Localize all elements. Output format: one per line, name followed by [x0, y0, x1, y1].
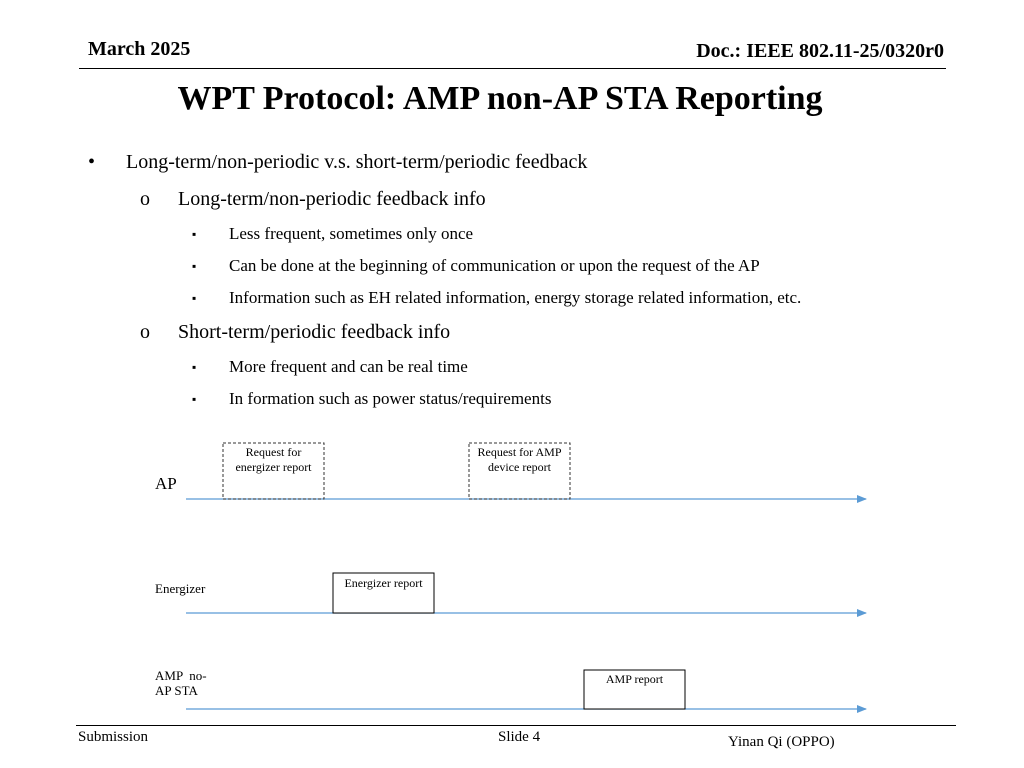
header-doc-number: Doc.: IEEE 802.11-25/0320r0	[696, 40, 944, 62]
footer-slide-number: Slide 4	[498, 729, 541, 745]
footer-submission: Submission	[78, 729, 149, 745]
sub-bullet-marker: o	[140, 321, 150, 343]
request-energizer-label-2: energizer report	[235, 460, 312, 474]
item-marker: ▪	[192, 392, 197, 406]
item-marker: ▪	[192, 291, 197, 305]
bullet-main: Long-term/non-periodic v.s. short-term/periodic feedback	[126, 151, 588, 173]
lane-label-energizer: Energizer	[155, 581, 206, 596]
sub-bullet-short-term: Short-term/periodic feedback info	[178, 321, 451, 343]
header-date: March 2025	[88, 38, 191, 60]
item-long-term-3: Information such as EH related information, energy storage related information, etc.	[229, 288, 802, 307]
item-marker: ▪	[192, 259, 197, 273]
item-marker: ▪	[192, 227, 197, 241]
request-energizer-label-1: Request for	[245, 445, 302, 459]
item-short-term-2: In formation such as power status/requirements	[229, 389, 552, 408]
amp-report-label: AMP report	[605, 672, 664, 686]
request-amp-label-1: Request for AMP	[477, 445, 562, 459]
sub-bullet-marker: o	[140, 188, 150, 210]
request-amp-label-2: device report	[488, 460, 551, 474]
bullet-marker: •	[88, 151, 96, 173]
item-long-term-2: Can be done at the beginning of communication or upon the request of the AP	[229, 256, 760, 275]
item-marker: ▪	[192, 360, 197, 374]
item-long-term-1: Less frequent, sometimes only once	[229, 224, 474, 243]
footer-author: Yinan Qi (OPPO)	[728, 734, 835, 750]
slide-title: WPT Protocol: AMP non-AP STA Reporting	[177, 80, 823, 117]
lane-label-ap: AP	[155, 474, 177, 493]
footer-divider	[76, 725, 956, 726]
lane-label-amp-line2: AP STA	[155, 683, 198, 698]
sub-bullet-long-term: Long-term/non-periodic feedback info	[178, 188, 486, 210]
lane-label-amp-line1: AMP no-	[155, 668, 207, 683]
energizer-report-label: Energizer report	[344, 576, 423, 590]
item-short-term-1: More frequent and can be real time	[229, 357, 468, 376]
